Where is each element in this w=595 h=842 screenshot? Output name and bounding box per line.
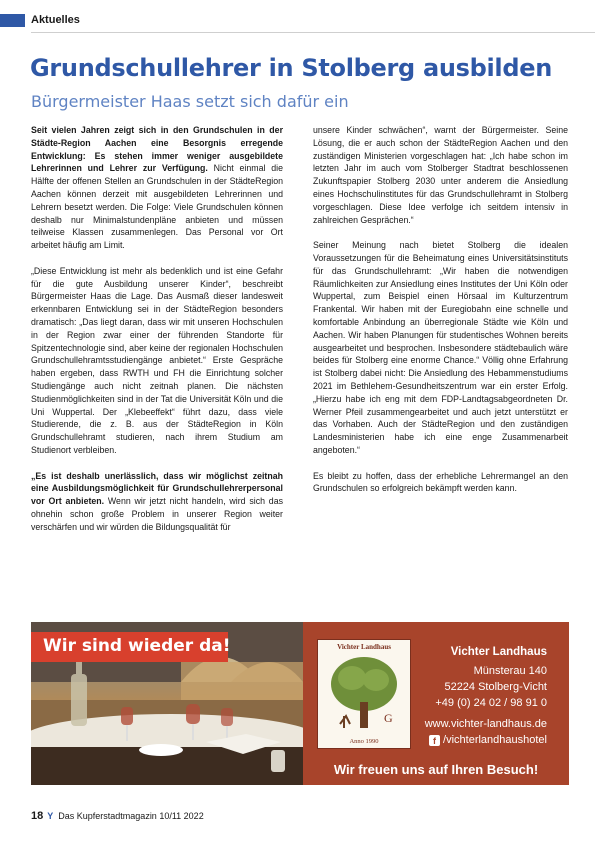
paragraph-intro — [31, 124, 283, 252]
appeal-lead: „Es ist deshalb unerlässlich, dass wir möglichst zeitnah eine Ausbildungsmöglichkeit für Grundschullehrerpersonal vor Ort anbieten. — [31, 470, 283, 507]
ad-banner-text: Wir sind wieder da! — [43, 636, 231, 656]
appeal-body: Wenn wir jetzt nicht handeln, wird sich das ohnehin schon große Problem in unserer Region weiter verschärfen und wir würden die Bildungsqualität für — [31, 496, 283, 532]
article-title: Grundschullehrer in Stolberg ausbilden — [30, 54, 553, 82]
logo-icon: Y — [47, 811, 54, 821]
article-column-left — [31, 124, 283, 546]
logo-name: Vichter Landhaus — [337, 643, 391, 651]
ad-facebook-link[interactable] — [429, 734, 547, 746]
restaurant-photo — [31, 622, 303, 785]
paragraph-location: Seiner Meinung nach bietet Stolberg die idealen Voraussetzungen für die Beheimatung eines Universitätsinstituts für das Grundschullehramt: „Wir haben die notwendigen Räumlichkeiten zur Ansiedlung eines Institutes der Uni Köln oder Wuppertal, zum Beispiel einen Hörsaal im Kulturzentrum Frankental. Wir haben mit der Euregiobahn eine schnelle und komfortable Anbindung an überregionale Städte wie Köln und Aachen. Wir haben Planungen für studentisches Wohnen bereits ausgearbeitet und besprochen. Insbesondere städtebaulich wäre beides für Stolberg eine enorme Chance.“ Völlig ohne Erfahrung ist Stolberg dabei nicht: Die Ansiedlung des Hebammenstudiums 2021 im Bethlehem-Gesundheitszentrum war ein erster Erfolg. „Hierzu habe ich eng mit dem FDP-Landtagsabgeordneten Dr. Werner Pfeil zusammengearbeitet und auch jetzt unterstützt er das Vorhaben. Auch der StädteRegion und den zuständigen Landesministerien habe ich eine enge Zusammenarbeit angeboten.“ — [313, 240, 568, 455]
page-number: 18 — [31, 810, 44, 822]
advertisement[interactable] — [31, 622, 569, 785]
svg-text:G: G — [384, 711, 393, 725]
tree-icon — [326, 654, 402, 738]
section-label: Aktuelles — [31, 14, 80, 26]
section-marker — [0, 14, 25, 27]
paragraph-appeal — [31, 470, 283, 534]
ad-info-panel — [303, 622, 569, 785]
paragraph-solution: unsere Kinder schwächen“, warnt der Bürgermeister. Seine Lösung, die er auch schon der StädteRegion Aachen und den zuständigen Ministerien vorgeschlagen hat: „Ich habe schon im letzten Jahr im auch vom Stolberger Stadtrat beschlossenen Zukunftspapier Stolberg 2030 unter anderem die Ansiedlung eines Hochschulinstitutes für das Grundschullehramt in Stolberg vorgeschlagen. Diese Idee verfolge ich seitdem intensiv in zahlreichen Gesprächen.“ — [313, 125, 568, 225]
ad-street: Münsterau 140 — [473, 665, 547, 677]
intro-body: Nicht einmal die Hälfte der offenen Stellen an Grundschulen in der StädteRegion Aachen können derzeit mit ausgebildeten Lehrerinnen und Lehrern besetzt werden. Die Folge: Viele Grundschulen können deshalb nur Minimalstundenpläne anbieten und müssen teilweise Klassen zusammenlegen. Das Personal vor Ort arbeitet häufig am Limit. — [31, 163, 284, 251]
logo-year: Anno 1990 — [349, 738, 379, 745]
ad-slogan: Wir freuen uns auf Ihren Besuch! — [333, 762, 539, 777]
paragraph-quote: „Diese Entwicklung ist mehr als bedenklich und ist eine Gefahr für die gute Ausbildung unserer Kinder“, beschreibt Bürgermeister Haas die Lage. Das Ausmaß dieser landesweit erkennbaren Entwicklung sei in der StädteRegion besonders dramatisch: „Das liegt daran, dass wir mit unseren Hochschulen in der Region zwar einer der führenden Standorte für Spitzentechnologie sind, aber keine der regionalen Hochschulen Grundschullehramtsstudiengänge anbietet.“ Erste Gespräche haben ergeben, dass RWTH und FH die Einrichtung solcher Studiengänge auch nicht zeitnah planen. Die nächsten Studienmöglichkeiten sind in der Tat die Universität Köln und die Uni Wuppertal. Der „Klebeeffekt“ führt dazu, dass viele Studierende, die z. B. aus der StädteRegion in Köln Grundschullehramt studieren, nach ihrem Studium am Studienort verbleiben. — [31, 265, 283, 455]
ad-banner — [31, 632, 231, 662]
paragraph-conclusion: Es bleibt zu hoffen, dass der erhebliche Lehrermangel an den Grundschulen so erfolgreich bekämpft werden kann. — [313, 470, 568, 494]
facebook-icon: f — [429, 735, 440, 746]
magazine-name: Das Kupferstadtmagazin 10/11 2022 — [58, 811, 204, 821]
ad-phone[interactable]: +49 (0) 24 02 / 98 91 0 — [435, 697, 547, 709]
section-divider — [31, 32, 595, 33]
ad-facebook-handle: /vichterlandhaushotel — [443, 734, 547, 746]
page-footer — [31, 810, 204, 822]
ad-business-name: Vichter Landhaus — [450, 646, 547, 658]
ad-city: 52224 Stolberg-Vicht — [444, 681, 547, 693]
ad-website-link[interactable]: www.vichter-landhaus.de — [424, 718, 547, 730]
article-column-right — [313, 124, 568, 508]
vichter-landhaus-logo — [317, 639, 411, 749]
intro-lead: Seit vielen Jahren zeigt sich in den Grundschulen in der Städte-Region Aachen eine Besorgnis erregende Entwicklung: Es stehen immer weniger ausgebildete Lehrerinnen und Lehrer zur Verfügung. — [31, 125, 283, 174]
article-subtitle: Bürgermeister Haas setzt sich dafür ein — [31, 92, 349, 111]
